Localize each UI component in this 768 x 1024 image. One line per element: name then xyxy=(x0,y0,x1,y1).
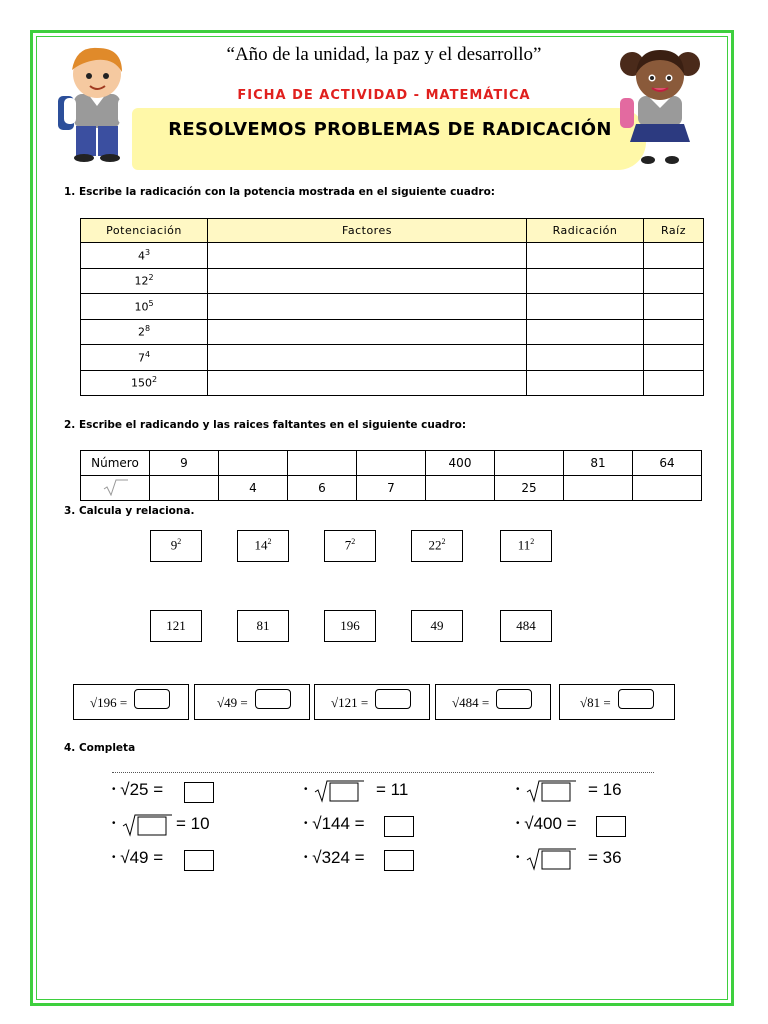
table-row xyxy=(81,370,704,396)
answer-box[interactable] xyxy=(134,689,170,709)
number-cell[interactable] xyxy=(495,451,564,476)
complete-item: • = 36 xyxy=(516,848,520,868)
boy-student-illustration xyxy=(52,44,144,166)
radicacion-cell[interactable] xyxy=(527,319,644,345)
number-cell[interactable] xyxy=(288,451,357,476)
number-cell[interactable]: 9 xyxy=(150,451,219,476)
question-2-prompt: 2. Escribe el radicando y las raices faltantes en el siguiente cuadro: xyxy=(64,419,467,431)
factores-cell[interactable] xyxy=(208,319,527,345)
girl-student-illustration xyxy=(612,44,708,168)
answer-box[interactable] xyxy=(384,816,414,837)
number-cell[interactable]: 64 xyxy=(633,451,702,476)
powers-table xyxy=(80,218,704,396)
raiz-cell[interactable] xyxy=(644,243,704,269)
complete-item: • √49 = xyxy=(112,848,163,868)
question-1-prompt: 1. Escribe la radicación con la potencia mostrada en el siguiente cuadro: xyxy=(64,186,495,198)
factores-cell[interactable] xyxy=(208,370,527,396)
power-box: $9^2$ xyxy=(150,530,202,562)
root-cell[interactable]: 6 xyxy=(288,476,357,501)
raiz-cell[interactable] xyxy=(644,319,704,345)
power-cell: $7^4$ xyxy=(81,345,208,371)
root-cell[interactable] xyxy=(564,476,633,501)
square-root-icon xyxy=(526,779,578,803)
header-factores: Factores xyxy=(208,219,527,243)
radicacion-cell[interactable] xyxy=(527,268,644,294)
dotted-divider xyxy=(112,772,654,773)
root-equation-box: √121 = xyxy=(314,684,430,720)
factores-cell[interactable] xyxy=(208,345,527,371)
number-cell[interactable]: 400 xyxy=(426,451,495,476)
table-row xyxy=(81,294,704,320)
square-root-icon xyxy=(314,779,366,803)
complete-item: • = 11 xyxy=(304,780,308,800)
complete-item: • √25 = xyxy=(112,780,163,800)
table-row xyxy=(81,345,704,371)
root-cell[interactable] xyxy=(633,476,702,501)
row-label-numero: Número xyxy=(81,451,150,476)
question-4-prompt: 4. Completa xyxy=(64,742,136,754)
power-box: $22^2$ xyxy=(411,530,463,562)
factores-cell[interactable] xyxy=(208,268,527,294)
table-row xyxy=(81,268,704,294)
radicacion-cell[interactable] xyxy=(527,243,644,269)
result-box: 121 xyxy=(150,610,202,642)
result-box: 196 xyxy=(324,610,376,642)
number-cell[interactable]: 81 xyxy=(564,451,633,476)
power-cell: $4^3$ xyxy=(81,243,208,269)
number-cell[interactable] xyxy=(357,451,426,476)
header-radicacion: Radicación xyxy=(527,219,644,243)
answer-box[interactable] xyxy=(184,850,214,871)
square-root-icon xyxy=(526,847,578,871)
header-raiz: Raíz xyxy=(644,219,704,243)
roots-table xyxy=(80,450,702,501)
page-title: RESOLVEMOS PROBLEMAS DE RADICACIÓN xyxy=(168,119,612,140)
power-box: $7^2$ xyxy=(324,530,376,562)
answer-box[interactable] xyxy=(384,850,414,871)
answer-box[interactable] xyxy=(255,689,291,709)
root-cell[interactable] xyxy=(426,476,495,501)
number-cell[interactable] xyxy=(219,451,288,476)
root-cell[interactable]: 25 xyxy=(495,476,564,501)
complete-item: • √400 = xyxy=(516,814,577,834)
square-root-icon xyxy=(122,813,174,837)
answer-box[interactable] xyxy=(375,689,411,709)
power-cell: $10^5$ xyxy=(81,294,208,320)
complete-item: • = 10 xyxy=(112,814,116,834)
complete-item: • √144 = xyxy=(304,814,365,834)
power-cell: $12^2$ xyxy=(81,268,208,294)
root-cell[interactable]: 7 xyxy=(357,476,426,501)
root-cell[interactable]: 4 xyxy=(219,476,288,501)
power-box: $14^2$ xyxy=(237,530,289,562)
answer-box[interactable] xyxy=(618,689,654,709)
raiz-cell[interactable] xyxy=(644,294,704,320)
complete-item: • √324 = xyxy=(304,848,365,868)
power-cell: $2^8$ xyxy=(81,319,208,345)
raiz-cell[interactable] xyxy=(644,268,704,294)
root-equation-box: √81 = xyxy=(559,684,675,720)
header-potenciacion: Potenciación xyxy=(81,219,208,243)
answer-box[interactable] xyxy=(184,782,214,803)
root-cell[interactable] xyxy=(150,476,219,501)
complete-item: • = 16 xyxy=(516,780,520,800)
numbers-row xyxy=(81,451,702,476)
result-box: 49 xyxy=(411,610,463,642)
raiz-cell[interactable] xyxy=(644,370,704,396)
radicacion-cell[interactable] xyxy=(527,345,644,371)
table-row xyxy=(81,319,704,345)
question-3-prompt: 3. Calcula y relaciona. xyxy=(64,505,195,517)
table-row xyxy=(81,243,704,269)
motto: “Año de la unidad, la paz y el desarrollo” xyxy=(226,44,542,65)
radicacion-cell[interactable] xyxy=(527,294,644,320)
answer-box[interactable] xyxy=(496,689,532,709)
power-box: $11^2$ xyxy=(500,530,552,562)
square-root-icon xyxy=(100,478,130,496)
root-equation-box: √484 = xyxy=(435,684,551,720)
raiz-cell[interactable] xyxy=(644,345,704,371)
factores-cell[interactable] xyxy=(208,294,527,320)
power-cell: $150^2$ xyxy=(81,370,208,396)
result-box: 484 xyxy=(500,610,552,642)
root-equation-box: √196 = xyxy=(73,684,189,720)
result-box: 81 xyxy=(237,610,289,642)
table-header-row xyxy=(81,219,704,243)
root-equation-box: √49 = xyxy=(194,684,310,720)
factores-cell[interactable] xyxy=(208,243,527,269)
radicacion-cell[interactable] xyxy=(527,370,644,396)
answer-box[interactable] xyxy=(596,816,626,837)
root-label xyxy=(81,476,150,501)
roots-row xyxy=(81,476,702,501)
subtitle: FICHA DE ACTIVIDAD - MATEMÁTICA xyxy=(237,88,531,103)
